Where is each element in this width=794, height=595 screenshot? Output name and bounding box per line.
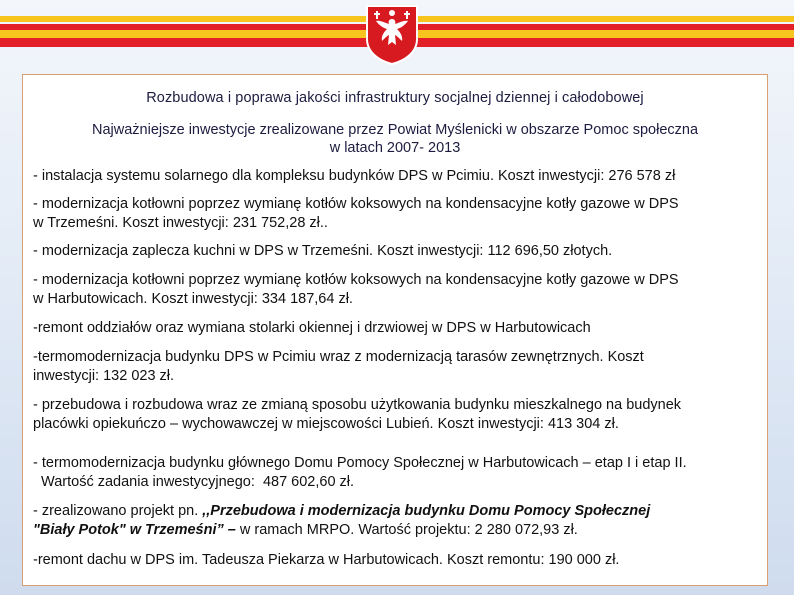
item-text-plain: w ramach MRPO. Wartość projektu: 2 280 072,93 zł. <box>239 522 578 538</box>
item-text: -remont oddziałów oraz wymiana stolarki okiennej i drzwiowej w DPS w Harbutowicach <box>33 320 591 336</box>
list-item <box>33 454 761 492</box>
content-panel <box>22 74 768 586</box>
list-item <box>33 502 761 540</box>
list-item <box>33 242 761 261</box>
project-name: "Biały Potok" w Trzemeśni” – <box>33 522 240 538</box>
list-item <box>33 195 761 233</box>
project-name: ,,Przebudowa i modernizacja budynku Domu Pomocy Społecznej <box>202 503 651 519</box>
item-text: - instalacja systemu solarnego dla kompleksu budynków DPS w Pcimiu. Koszt inwestycji: 276 578 zł <box>33 168 676 184</box>
panel-subtitle <box>33 121 757 157</box>
item-text: - termomodernizacja budynku głównego Domu Pomocy Społecznej w Harbutowicach – etap I i etap II. <box>33 455 687 471</box>
subtitle-line-2: w latach 2007- 2013 <box>329 140 461 156</box>
panel-title: Rozbudowa i poprawa jakości infrastruktury socjalnej dziennej i całodobowej <box>146 90 644 106</box>
item-text: Wartość zadania inwestycyjnego: 487 602,60 zł. <box>33 474 355 490</box>
item-text: - modernizacja kotłowni poprzez wymianę kotłów koksowych na kondensacyjne kotły gazowe w DPS <box>33 272 679 288</box>
item-text: - przebudowa i rozbudowa wraz ze zmianą sposobu użytkowania budynku mieszkalnego na budynek <box>33 397 682 413</box>
item-text: w Trzemeśni. Koszt inwestycji: 231 752,28 zł.. <box>33 215 328 231</box>
eagle-crest-icon <box>364 3 420 65</box>
item-text: inwestycji: 132 023 zł. <box>33 368 175 384</box>
item-text: w Harbutowicach. Koszt inwestycji: 334 187,64 zł. <box>33 291 353 307</box>
list-item <box>33 271 761 309</box>
item-text: placówki opiekuńczo – wychowawczej w miejscowości Lubień. Koszt inwestycji: 413 304 zł. <box>33 416 619 432</box>
item-text <box>33 521 761 540</box>
list-item <box>33 319 761 338</box>
item-text: - modernizacja zaplecza kuchni w DPS w Trzemeśni. Koszt inwestycji: 112 696,50 złotych. <box>33 243 613 259</box>
list-item <box>33 551 761 570</box>
item-text-plain: - zrealizowano projekt pn. <box>33 503 203 519</box>
list-item <box>33 167 761 186</box>
item-text: -termomodernizacja budynku DPS w Pcimiu wraz z modernizacją tarasów zewnętrznych. Koszt <box>33 349 644 365</box>
subtitle-line-1: Najważniejsze inwestycje zrealizowane przez Powiat Myślenicki w obszarze Pomoc społeczna <box>91 122 699 138</box>
item-text <box>33 502 761 521</box>
item-text: - modernizacja kotłowni poprzez wymianę kotłów koksowych na kondensacyjne kotły gazowe w DPS <box>33 196 679 212</box>
item-text: -remont dachu w DPS im. Tadeusza Piekarza w Harbutowicach. Koszt remontu: 190 000 zł. <box>33 552 620 568</box>
list-item <box>33 396 761 434</box>
list-item <box>33 348 761 386</box>
